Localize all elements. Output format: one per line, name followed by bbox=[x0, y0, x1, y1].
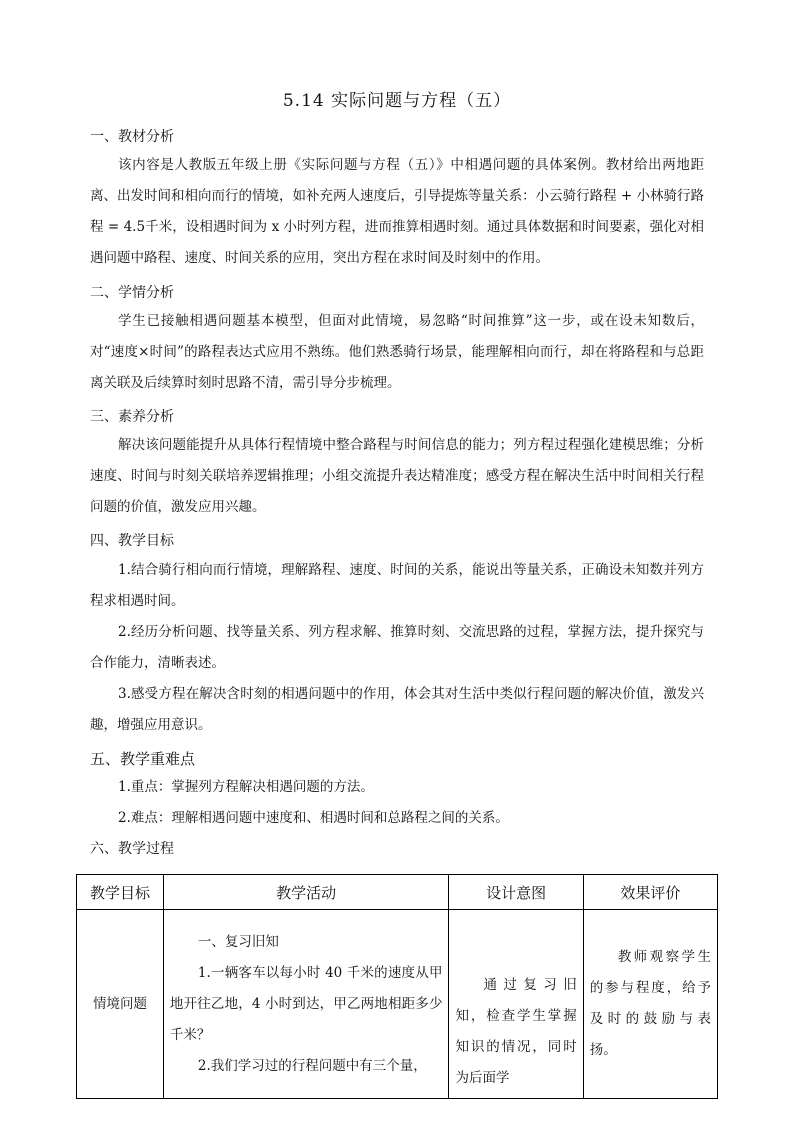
section-heading-student-analysis: 二、学情分析 bbox=[90, 285, 174, 301]
table-header-row bbox=[77, 875, 718, 910]
table-header-intent: 设计意图 bbox=[449, 875, 583, 910]
table-cell-activity bbox=[163, 910, 449, 1099]
evaluation-text: 教师观察学生的参与程度，给予及时的鼓励与表扬。 bbox=[589, 949, 711, 1058]
table-row bbox=[77, 910, 718, 1099]
section-text-student-analysis: 学生已接触相遇问题基本模型，但面对此情境，易忽略“时间推算”这一步，或在设未知数后，对“速度×时间”的路程表达式应用不熟练。他们熟悉骑行场景，能理解相向而行，却在将路程和与总距离关联及后续算时刻时思路不清，需引导分步梳理。 bbox=[90, 313, 704, 391]
section-heading-teaching-process: 六、教学过程 bbox=[90, 841, 174, 857]
activity-paragraph-2: 2.我们学习过的行程问题中有三个量， bbox=[197, 1057, 427, 1074]
table-cell-goal: 情境问题 bbox=[77, 910, 164, 1099]
page-title: 5.14 实际问题与方程（五） bbox=[282, 91, 512, 111]
activity-title: 一、复习旧知 bbox=[197, 933, 279, 950]
section-text-textbook-analysis: 该内容是人教版五年级上册《实际问题与方程（五）》中相遇问题的具体案例。教材给出两地距离、出发时间和相向而行的情境，如补充两人速度后，引导提炼等量关系：小云骑行路程 + 小林骑行路程 = 4.5千米，设相遇时间为 x 小时列方程，进而推算相遇时刻。通过具体数据和时间要素，强化对相遇问题中路程、速度、时间关系的应用，突出方程在求时间及时刻中的作用。 bbox=[90, 157, 704, 266]
table-cell-intent bbox=[449, 910, 583, 1099]
teaching-goal-item-1: 1.结合骑行相向而行情境，理解路程、速度、时间的关系，能说出等量关系，正确设未知数并列方程求相遇时间。 bbox=[90, 562, 704, 609]
activity-paragraph-1: 1.一辆客车以每小时 40 千米的速度从甲地开往乙地，4 小时到达，甲乙两地相距多少千米？ bbox=[169, 964, 443, 1043]
section-heading-textbook-analysis: 一、教材分析 bbox=[90, 129, 174, 145]
section-heading-key-difficulties: 五、教学重难点 bbox=[90, 750, 196, 768]
difficulty-item: 2.难点：理解相遇问题中速度和、相遇时间和总路程之间的关系。 bbox=[118, 810, 509, 826]
table-cell-evaluation bbox=[583, 910, 717, 1099]
table-header-evaluation: 效果评价 bbox=[583, 875, 717, 910]
teaching-process-table bbox=[76, 874, 718, 1099]
section-heading-literacy-analysis: 三、素养分析 bbox=[90, 409, 174, 425]
intent-text: 通过复习旧知，检查学生掌握知识的情况，同时为后面学 bbox=[455, 977, 577, 1086]
section-heading-teaching-goals: 四、教学目标 bbox=[90, 533, 174, 549]
teaching-goal-item-3: 3.感受方程在解决含时刻的相遇问题中的作用，体会其对生活中类似行程问题的解决价值，激发兴趣，增强应用意识。 bbox=[90, 686, 704, 733]
table-header-activity: 教学活动 bbox=[163, 875, 449, 910]
section-text-literacy-analysis: 解决该问题能提升从具体行程情境中整合路程与时间信息的能力；列方程过程强化建模思维；分析速度、时间与时刻关联培养逻辑推理；小组交流提升表达精准度；感受方程在解决生活中时间相关行程问题的价值，激发应用兴趣。 bbox=[90, 437, 704, 515]
table-header-goal: 教学目标 bbox=[77, 875, 164, 910]
teaching-goal-item-2: 2.经历分析问题、找等量关系、列方程求解、推算时刻、交流思路的过程，掌握方法，提升探究与合作能力，清晰表述。 bbox=[90, 624, 704, 671]
key-point-item: 1.重点：掌握列方程解决相遇问题的方法。 bbox=[118, 779, 374, 795]
